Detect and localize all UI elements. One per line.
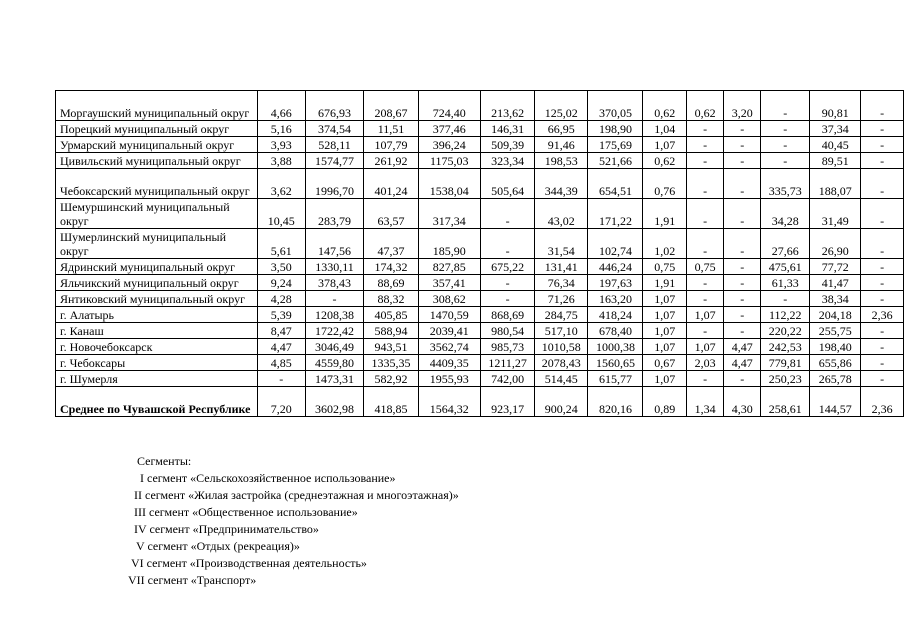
value-cell: 112,22 bbox=[761, 307, 810, 323]
value-cell: 2,36 bbox=[861, 307, 904, 323]
value-cell: 3602,98 bbox=[305, 387, 364, 417]
value-cell: 582,92 bbox=[364, 371, 418, 387]
table-row bbox=[56, 323, 904, 339]
value-cell: 1,07 bbox=[643, 307, 687, 323]
row-name-cell: г. Канаш bbox=[56, 323, 258, 339]
value-cell: 1335,35 bbox=[364, 355, 418, 371]
value-cell: 175,69 bbox=[588, 137, 643, 153]
value-cell: 102,74 bbox=[588, 229, 643, 259]
value-cell: 985,73 bbox=[481, 339, 535, 355]
value-cell: 47,37 bbox=[364, 229, 418, 259]
table-body bbox=[56, 91, 904, 417]
value-cell: 250,23 bbox=[761, 371, 810, 387]
value-cell: 514,45 bbox=[535, 371, 588, 387]
value-cell: 27,66 bbox=[761, 229, 810, 259]
value-cell: 3,20 bbox=[724, 91, 761, 121]
value-cell: 3046,49 bbox=[305, 339, 364, 355]
value-cell: 517,10 bbox=[535, 323, 588, 339]
value-cell: 31,54 bbox=[535, 229, 588, 259]
value-cell: 1,07 bbox=[643, 291, 687, 307]
value-cell: 163,20 bbox=[588, 291, 643, 307]
row-name-cell: Ядринский муниципальный округ bbox=[56, 259, 258, 275]
value-cell: 197,63 bbox=[588, 275, 643, 291]
value-cell: 1208,38 bbox=[305, 307, 364, 323]
value-cell: 654,51 bbox=[588, 169, 643, 199]
value-cell: 7,20 bbox=[257, 387, 305, 417]
value-cell: 1010,58 bbox=[535, 339, 588, 355]
value-cell: 1955,93 bbox=[418, 371, 480, 387]
value-cell: 0,89 bbox=[643, 387, 687, 417]
value-cell: - bbox=[861, 323, 904, 339]
value-cell: - bbox=[724, 371, 761, 387]
value-cell: 505,64 bbox=[481, 169, 535, 199]
value-cell: 0,62 bbox=[643, 153, 687, 169]
value-cell: 4,28 bbox=[257, 291, 305, 307]
value-cell: - bbox=[257, 371, 305, 387]
value-cell: 198,90 bbox=[588, 121, 643, 137]
value-cell: - bbox=[724, 275, 761, 291]
value-cell: 208,67 bbox=[364, 91, 418, 121]
table-row bbox=[56, 153, 904, 169]
value-cell: 418,24 bbox=[588, 307, 643, 323]
value-cell: 204,18 bbox=[810, 307, 861, 323]
value-cell: 615,77 bbox=[588, 371, 643, 387]
value-cell: - bbox=[861, 275, 904, 291]
legend-item: I сегмент «Сельскохозяйственное использование» bbox=[140, 471, 396, 485]
value-cell: 10,45 bbox=[257, 199, 305, 229]
value-cell: 1211,27 bbox=[481, 355, 535, 371]
value-cell: - bbox=[861, 259, 904, 275]
value-cell: 90,81 bbox=[810, 91, 861, 121]
value-cell: 1,07 bbox=[687, 307, 724, 323]
value-cell: 3,62 bbox=[257, 169, 305, 199]
value-cell: 4,30 bbox=[724, 387, 761, 417]
value-cell: 38,34 bbox=[810, 291, 861, 307]
value-cell: 1000,38 bbox=[588, 339, 643, 355]
value-cell: - bbox=[761, 291, 810, 307]
table-total-row bbox=[56, 387, 904, 417]
table-row bbox=[56, 307, 904, 323]
value-cell: 91,46 bbox=[535, 137, 588, 153]
value-cell: - bbox=[761, 153, 810, 169]
value-cell: 0,62 bbox=[687, 91, 724, 121]
value-cell: 88,32 bbox=[364, 291, 418, 307]
value-cell: 261,92 bbox=[364, 153, 418, 169]
value-cell: 88,69 bbox=[364, 275, 418, 291]
value-cell: 5,61 bbox=[257, 229, 305, 259]
value-cell: - bbox=[861, 291, 904, 307]
value-cell: 2,03 bbox=[687, 355, 724, 371]
value-cell: 4,47 bbox=[724, 339, 761, 355]
value-cell: - bbox=[861, 121, 904, 137]
value-cell: 1564,32 bbox=[418, 387, 480, 417]
value-cell: 0,62 bbox=[643, 91, 687, 121]
value-cell: - bbox=[687, 323, 724, 339]
value-cell: 265,78 bbox=[810, 371, 861, 387]
value-cell: 528,11 bbox=[305, 137, 364, 153]
value-cell: - bbox=[861, 355, 904, 371]
value-cell: 283,79 bbox=[305, 199, 364, 229]
value-cell: 1574,77 bbox=[305, 153, 364, 169]
value-cell: 4,47 bbox=[724, 355, 761, 371]
table-row bbox=[56, 259, 904, 275]
value-cell: 943,51 bbox=[364, 339, 418, 355]
value-cell: - bbox=[761, 137, 810, 153]
row-name-cell: г. Новочебоксарск bbox=[56, 339, 258, 355]
legend-items bbox=[100, 470, 459, 589]
value-cell: 2078,43 bbox=[535, 355, 588, 371]
value-cell: 3562,74 bbox=[418, 339, 480, 355]
value-cell: 66,95 bbox=[535, 121, 588, 137]
value-cell: - bbox=[861, 91, 904, 121]
table-row bbox=[56, 355, 904, 371]
row-name-cell: Порецкий муниципальный округ bbox=[56, 121, 258, 137]
segments-legend bbox=[100, 453, 459, 589]
table-row bbox=[56, 229, 904, 259]
value-cell: 1175,03 bbox=[418, 153, 480, 169]
value-cell: 9,24 bbox=[257, 275, 305, 291]
value-cell: - bbox=[687, 121, 724, 137]
value-cell: 396,24 bbox=[418, 137, 480, 153]
value-cell: 131,41 bbox=[535, 259, 588, 275]
value-cell: - bbox=[761, 91, 810, 121]
value-cell: 1,07 bbox=[643, 339, 687, 355]
value-cell: - bbox=[305, 291, 364, 307]
value-cell: 475,61 bbox=[761, 259, 810, 275]
value-cell: - bbox=[481, 229, 535, 259]
value-cell: 357,41 bbox=[418, 275, 480, 291]
value-cell: - bbox=[724, 259, 761, 275]
value-cell: - bbox=[861, 199, 904, 229]
value-cell: 5,16 bbox=[257, 121, 305, 137]
value-cell: 377,46 bbox=[418, 121, 480, 137]
value-cell: 1,07 bbox=[643, 137, 687, 153]
value-cell: - bbox=[724, 199, 761, 229]
value-cell: 655,86 bbox=[810, 355, 861, 371]
value-cell: - bbox=[861, 137, 904, 153]
value-cell: 1473,31 bbox=[305, 371, 364, 387]
value-cell: 61,33 bbox=[761, 275, 810, 291]
value-cell: 185,90 bbox=[418, 229, 480, 259]
value-cell: - bbox=[687, 291, 724, 307]
value-cell: 827,85 bbox=[418, 259, 480, 275]
value-cell: - bbox=[724, 153, 761, 169]
value-cell: 43,02 bbox=[535, 199, 588, 229]
value-cell: - bbox=[724, 169, 761, 199]
value-cell: - bbox=[724, 291, 761, 307]
value-cell: 4,66 bbox=[257, 91, 305, 121]
value-cell: - bbox=[481, 275, 535, 291]
value-cell: 174,32 bbox=[364, 259, 418, 275]
row-name-cell: г. Алатырь bbox=[56, 307, 258, 323]
value-cell: 4,47 bbox=[257, 339, 305, 355]
legend-item: VI сегмент «Производственная деятельность» bbox=[131, 556, 367, 570]
value-cell: 89,51 bbox=[810, 153, 861, 169]
value-cell: 107,79 bbox=[364, 137, 418, 153]
value-cell: 923,17 bbox=[481, 387, 535, 417]
value-cell: 4559,80 bbox=[305, 355, 364, 371]
value-cell: 1,34 bbox=[687, 387, 724, 417]
value-cell: 1,02 bbox=[643, 229, 687, 259]
value-cell: - bbox=[724, 121, 761, 137]
value-cell: - bbox=[687, 137, 724, 153]
value-cell: 71,26 bbox=[535, 291, 588, 307]
value-cell: 8,47 bbox=[257, 323, 305, 339]
legend-title: Сегменты: bbox=[137, 454, 192, 468]
value-cell: 77,72 bbox=[810, 259, 861, 275]
table-row bbox=[56, 169, 904, 199]
row-name-cell: г. Чебоксары bbox=[56, 355, 258, 371]
value-cell: 1330,11 bbox=[305, 259, 364, 275]
value-cell: - bbox=[687, 275, 724, 291]
value-cell: 588,94 bbox=[364, 323, 418, 339]
value-cell: 255,75 bbox=[810, 323, 861, 339]
value-cell: - bbox=[761, 121, 810, 137]
legend-item: V сегмент «Отдых (рекреация)» bbox=[136, 539, 300, 553]
value-cell: 198,40 bbox=[810, 339, 861, 355]
value-cell: 1996,70 bbox=[305, 169, 364, 199]
value-cell: 146,31 bbox=[481, 121, 535, 137]
segment-price-table bbox=[55, 90, 904, 417]
row-name-cell: г. Шумерля bbox=[56, 371, 258, 387]
table-row bbox=[56, 91, 904, 121]
value-cell: 335,73 bbox=[761, 169, 810, 199]
value-cell: 0,75 bbox=[687, 259, 724, 275]
value-cell: - bbox=[724, 307, 761, 323]
value-cell: 0,67 bbox=[643, 355, 687, 371]
value-cell: 242,53 bbox=[761, 339, 810, 355]
value-cell: - bbox=[724, 323, 761, 339]
value-cell: 213,62 bbox=[481, 91, 535, 121]
value-cell: 188,07 bbox=[810, 169, 861, 199]
table-row bbox=[56, 339, 904, 355]
value-cell: 370,05 bbox=[588, 91, 643, 121]
value-cell: 1,07 bbox=[643, 371, 687, 387]
value-cell: 125,02 bbox=[535, 91, 588, 121]
value-cell: 405,85 bbox=[364, 307, 418, 323]
value-cell: 401,24 bbox=[364, 169, 418, 199]
legend-item: VII сегмент «Транспорт» bbox=[128, 573, 257, 587]
value-cell: 0,76 bbox=[643, 169, 687, 199]
value-cell: - bbox=[861, 339, 904, 355]
row-name-cell: Моргаушский муниципальный округ bbox=[56, 91, 258, 121]
value-cell: 1,04 bbox=[643, 121, 687, 137]
value-cell: 675,22 bbox=[481, 259, 535, 275]
value-cell: 41,47 bbox=[810, 275, 861, 291]
row-name-cell: Шемуршинский муниципальный округ bbox=[56, 199, 258, 229]
value-cell: 742,00 bbox=[481, 371, 535, 387]
row-name-cell: Среднее по Чувашской Республике bbox=[56, 387, 258, 417]
legend-item: IV сегмент «Предпринимательство» bbox=[134, 522, 319, 536]
value-cell: 37,34 bbox=[810, 121, 861, 137]
value-cell: - bbox=[687, 153, 724, 169]
value-cell: 521,66 bbox=[588, 153, 643, 169]
value-cell: 1,07 bbox=[687, 339, 724, 355]
value-cell: 198,53 bbox=[535, 153, 588, 169]
value-cell: 2,36 bbox=[861, 387, 904, 417]
value-cell: 323,34 bbox=[481, 153, 535, 169]
value-cell: 76,34 bbox=[535, 275, 588, 291]
row-name-cell: Урмарский муниципальный округ bbox=[56, 137, 258, 153]
legend-item: II сегмент «Жилая застройка (среднеэтажная и многоэтажная)» bbox=[134, 488, 459, 502]
value-cell: 144,57 bbox=[810, 387, 861, 417]
value-cell: 724,40 bbox=[418, 91, 480, 121]
value-cell: 418,85 bbox=[364, 387, 418, 417]
value-cell: 2039,41 bbox=[418, 323, 480, 339]
table-row bbox=[56, 121, 904, 137]
value-cell: 0,75 bbox=[643, 259, 687, 275]
value-cell: 3,50 bbox=[257, 259, 305, 275]
value-cell: 258,61 bbox=[761, 387, 810, 417]
value-cell: 26,90 bbox=[810, 229, 861, 259]
value-cell: 1,07 bbox=[643, 323, 687, 339]
legend-item: III сегмент «Общественное использование» bbox=[134, 505, 358, 519]
value-cell: 3,93 bbox=[257, 137, 305, 153]
value-cell: 34,28 bbox=[761, 199, 810, 229]
value-cell: - bbox=[687, 371, 724, 387]
value-cell: - bbox=[687, 229, 724, 259]
value-cell: 317,34 bbox=[418, 199, 480, 229]
value-cell: 1560,65 bbox=[588, 355, 643, 371]
value-cell: - bbox=[724, 137, 761, 153]
value-cell: 676,93 bbox=[305, 91, 364, 121]
value-cell: 3,88 bbox=[257, 153, 305, 169]
table-row bbox=[56, 199, 904, 229]
value-cell: - bbox=[481, 291, 535, 307]
value-cell: 378,43 bbox=[305, 275, 364, 291]
row-name-cell: Янтиковский муниципальный округ bbox=[56, 291, 258, 307]
value-cell: 4409,35 bbox=[418, 355, 480, 371]
value-cell: - bbox=[724, 229, 761, 259]
value-cell: 900,24 bbox=[535, 387, 588, 417]
value-cell: - bbox=[687, 199, 724, 229]
value-cell: - bbox=[861, 169, 904, 199]
value-cell: 284,75 bbox=[535, 307, 588, 323]
value-cell: 63,57 bbox=[364, 199, 418, 229]
value-cell: - bbox=[861, 153, 904, 169]
value-cell: 1470,59 bbox=[418, 307, 480, 323]
value-cell: 1,91 bbox=[643, 199, 687, 229]
value-cell: 1722,42 bbox=[305, 323, 364, 339]
value-cell: 779,81 bbox=[761, 355, 810, 371]
row-name-cell: Яльчикский муниципальный округ bbox=[56, 275, 258, 291]
value-cell: 1538,04 bbox=[418, 169, 480, 199]
row-name-cell: Цивильский муниципальный округ bbox=[56, 153, 258, 169]
value-cell: 308,62 bbox=[418, 291, 480, 307]
value-cell: - bbox=[861, 371, 904, 387]
value-cell: 374,54 bbox=[305, 121, 364, 137]
table-row bbox=[56, 137, 904, 153]
value-cell: 5,39 bbox=[257, 307, 305, 323]
value-cell: 147,56 bbox=[305, 229, 364, 259]
table-row bbox=[56, 275, 904, 291]
table-row bbox=[56, 371, 904, 387]
value-cell: - bbox=[861, 229, 904, 259]
value-cell: 678,40 bbox=[588, 323, 643, 339]
value-cell: 820,16 bbox=[588, 387, 643, 417]
value-cell: 509,39 bbox=[481, 137, 535, 153]
row-name-cell: Чебоксарский муниципальный округ bbox=[56, 169, 258, 199]
value-cell: 4,85 bbox=[257, 355, 305, 371]
table-row bbox=[56, 291, 904, 307]
value-cell: - bbox=[687, 169, 724, 199]
value-cell: 11,51 bbox=[364, 121, 418, 137]
value-cell: - bbox=[481, 199, 535, 229]
value-cell: 220,22 bbox=[761, 323, 810, 339]
value-cell: 1,91 bbox=[643, 275, 687, 291]
value-cell: 40,45 bbox=[810, 137, 861, 153]
row-name-cell: Шумерлинский муниципальный округ bbox=[56, 229, 258, 259]
value-cell: 980,54 bbox=[481, 323, 535, 339]
value-cell: 31,49 bbox=[810, 199, 861, 229]
value-cell: 446,24 bbox=[588, 259, 643, 275]
value-cell: 171,22 bbox=[588, 199, 643, 229]
value-cell: 868,69 bbox=[481, 307, 535, 323]
value-cell: 344,39 bbox=[535, 169, 588, 199]
